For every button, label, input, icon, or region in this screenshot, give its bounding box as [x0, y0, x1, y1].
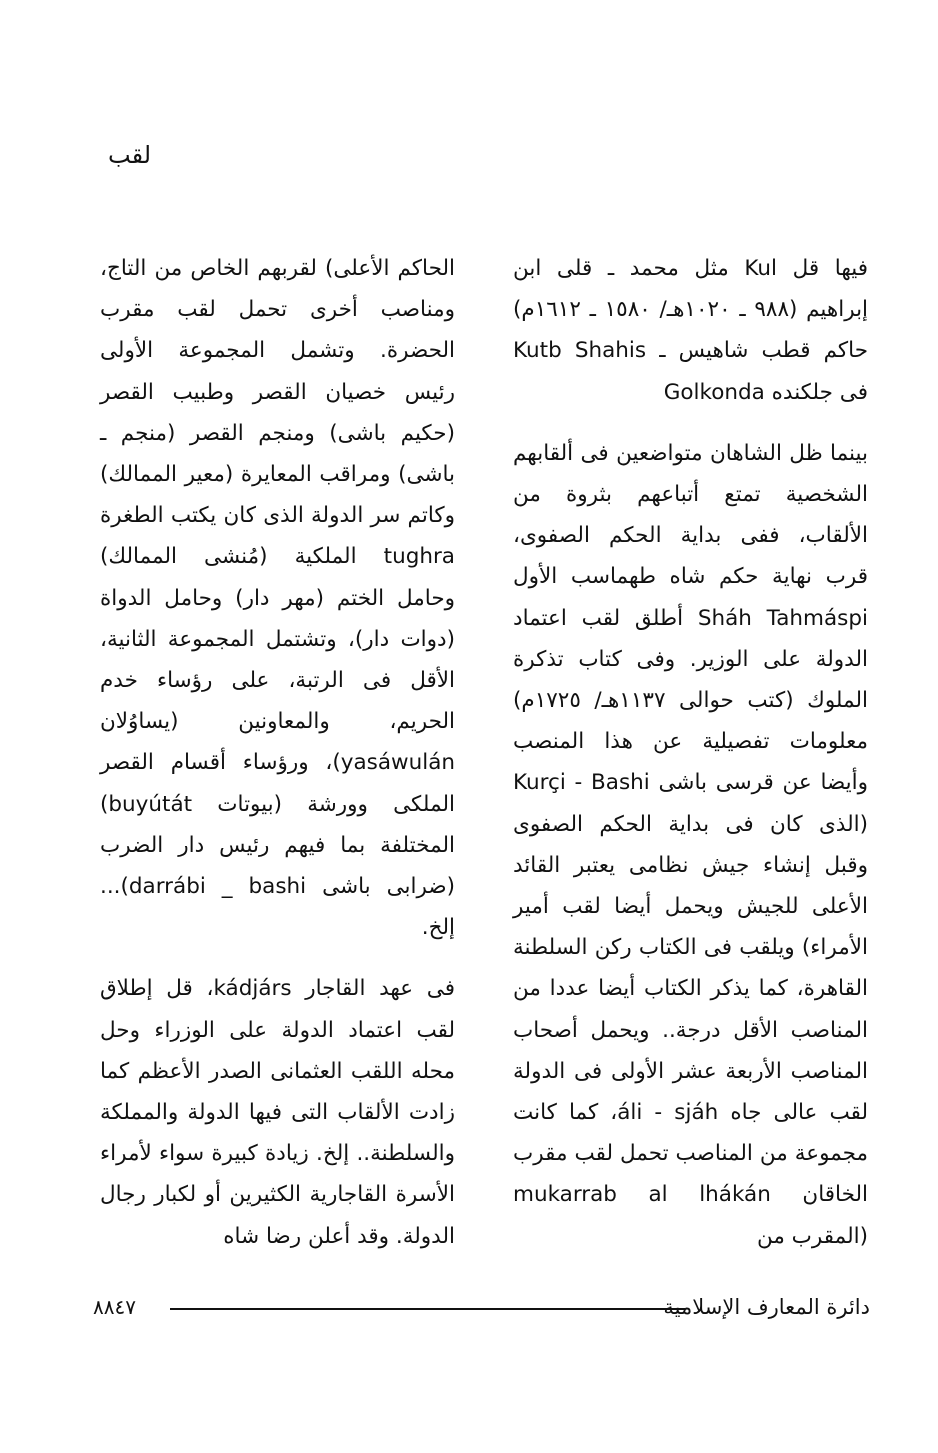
left-paragraph-2: فى عهد القاجار kádjárs، قل إطلاق لقب اعتماد الدولة على الوزراء وحل محله اللقب العثمانى الصدر الأعظم كما زادت الألقاب التى فيها الدولة والمملكة والسلطنة.. إلخ. زيادة كبيرة سواء لأمراء الأسرة القاجارية الكثيرين أو لكبار رجال الدولة. وقد أعلن رضا شاه [100, 976, 456, 1249]
right-paragraph-2: بينما ظل الشاهان متواضعين فى ألقابهم الشخصية تمتع أتباعهم بثروة من الألقاب، ففى بداية الحكم الصفوى، قرب نهاية حكم شاه طهماسب الأول Sháh Tahmáspi أطلق لقب اعتماد الدولة على الوزير. وفى كتاب تذكرة الملوك (كتب حوالى ١١٣٧هـ/ ١٧٢٥م) معلومات تفصيلية عن هذا المنصب وأيضا عن قرسى باشى Kurçi - Bashi (الذى كان فى بداية الحكم الصفوى وقبل إنشاء جيش نظامى يعتبر القائد الأعلى للجيش ويحمل أيضا لقب أمير الأمراء) ويلقب فى الكتاب ركن السلطنة القاهرة، كما يذكر الكتاب أيضا عددا من المناصب الأقل درجة.. ويحمل أصحاب المناصب الأربعة عشر الأولى فى الدولة لقب عالى جاه áli - sjáh، كما كانت مجموعة من المناصب تحمل لقب مقرب الخاقان mukarrab al lhákán (المقرب من [513, 440, 868, 1249]
running-header: لقب [108, 141, 152, 169]
right-column [513, 248, 868, 1257]
left-column [100, 248, 455, 1257]
left-paragraph-1: الحاكم الأعلى) لقربهم الخاص من التاج، ومناصب أخرى تحمل لقب مقرب الحضرة. وتشمل المجموعة الأولى رئيس خصيان القصر وطبيب القصر (حكيم باشى) ومنجم القصر (منجم ـ باشى) ومراقب المعايرة (معير الممالك) وكاتم سر الدولة الذى كان يكتب الطغرة tughra الملكية (مُنشى الممالك) وحامل الختم (مهر دار) وحامل الدواة (دوات دار)، وتشتمل المجموعة الثانية، الأقل فى الرتبة، على رؤساء خدم الحريم، والمعاونين (يساوُلان yasáwulán)، ورؤساء أقسام القصر الملكى وورشة (بيوتات buyútát) المختلفة بما فيهم رئيس دار الضرب (ضرابى باشى darrábi _ bashi)... إلخ. [100, 256, 455, 941]
footer-publication-title: دائرة المعارف الإسلامية [663, 1295, 870, 1319]
right-paragraph-1: فيها قل Kul مثل محمد ـ قلى ابن إبراهيم (٩٨٨ ـ ١٠٢٠هـ/ ١٥٨٠ ـ ١٦١٢م) حاكم قطب شاهيس ـ Kutb Shahis فى جلكنده Golkonda [513, 256, 869, 405]
footer-page-number: ٨٨٤٧ [93, 1295, 136, 1319]
footer-divider [170, 1308, 685, 1310]
